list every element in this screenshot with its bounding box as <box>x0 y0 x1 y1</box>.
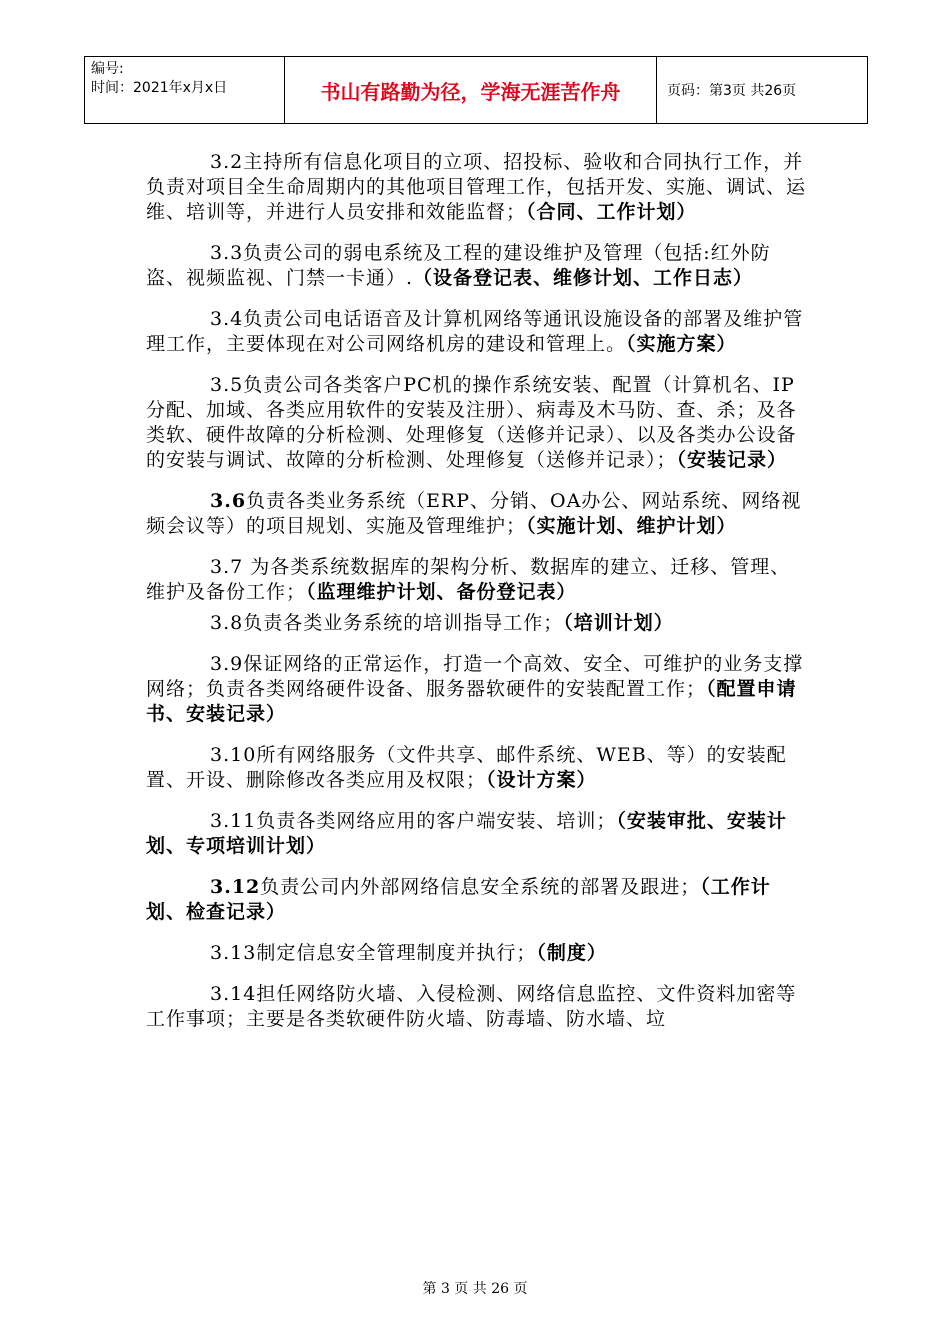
clause-note: （合同、工作计划） <box>526 201 697 223</box>
clause-number: 3.11 <box>210 810 257 832</box>
clause-text: 制定信息安全管理制度并执行； <box>256 942 537 964</box>
clause-text: 负责公司内外部网络信息安全系统的部署及跟进； <box>260 876 701 898</box>
clause-text: 担任网络防火墙、入侵检测、网络信息监控、文件资料加密等工作事项；主要是各类软硬件防火墙、防毒墙、防水墙、垃 <box>146 983 797 1030</box>
clause-paragraph <box>146 307 810 357</box>
clause-number: 3.10 <box>210 744 257 766</box>
header-page-info: 页码：第3页 共26页 <box>667 83 797 99</box>
clause-paragraph <box>146 743 810 793</box>
clause-text: 负责公司电话语音及计算机网络等通讯设施设备的部署及维护管理工作，主要体现在对公司网络机房的建设和管理上。 <box>146 308 804 355</box>
clause-note: （安装记录） <box>676 449 788 471</box>
clause-number: 3.13 <box>210 942 257 964</box>
clause-note: （配置申请书、安装记录） <box>146 678 797 725</box>
page-header <box>84 56 868 124</box>
clause-note: （设备登记表、维修计划、工作日志） <box>413 267 754 289</box>
clause-number: 3.4 <box>210 308 244 330</box>
page-footer: 第 3 页 共 26 页 <box>422 1281 528 1297</box>
clause-text: 保证网络的正常运作，打造一个高效、安全、可维护的业务支撑网络；负责各类网络硬件设备、服务器软硬件的安装配置工作； <box>146 653 804 700</box>
clause-paragraph <box>146 875 810 925</box>
clause-paragraph <box>146 150 810 225</box>
clause-paragraph <box>146 241 810 291</box>
number-label: 编号: <box>91 61 124 77</box>
clause-number: 3.9 <box>210 653 244 675</box>
clause-note: （培训计划） <box>563 612 674 634</box>
clause-number: 3.14 <box>210 983 257 1005</box>
clause-note: （设计方案） <box>486 769 597 791</box>
clause-number: 3.7 <box>210 556 244 578</box>
clause-paragraph <box>146 555 810 605</box>
clause-paragraph <box>146 982 810 1032</box>
document-body <box>146 150 810 1048</box>
clause-note: （安装审批、安装计划、专项培训计划） <box>146 810 787 857</box>
clause-text: 所有网络服务（文件共享、邮件系统、WEB、等）的安装配置、开设、删除修改各类应用及权限； <box>146 744 787 791</box>
time-label: 时间：2021年x月x日 <box>91 80 228 96</box>
clause-text: 负责各类业务系统（ERP、分销、OA办公、网站系统、网络视频会议等）的项目规划、实施及管理维护； <box>146 490 802 537</box>
clause-note: （实施方案） <box>626 333 737 355</box>
clause-text: 为各类系统数据库的架构分析、数据库的建立、迁移、管理、维护及备份工作； <box>146 556 791 603</box>
clause-number: 3.8 <box>210 612 244 634</box>
clause-paragraph <box>146 611 810 636</box>
clause-paragraph <box>146 373 810 473</box>
clause-note: （制度） <box>536 942 607 964</box>
clause-paragraph <box>146 941 810 966</box>
clause-number: 3.2 <box>210 151 244 173</box>
clause-paragraph <box>146 809 810 859</box>
clause-number: 3.5 <box>210 374 244 396</box>
header-meta <box>85 57 285 123</box>
clause-number: 3.3 <box>210 242 244 264</box>
clause-note: （工作计划、检查记录） <box>146 876 771 923</box>
clause-text: 负责各类业务系统的培训指导工作； <box>243 612 564 634</box>
clause-note: （实施计划、维护计划） <box>526 515 737 537</box>
clause-note: （监理维护计划、备份登记表） <box>306 581 577 603</box>
clause-text: 负责公司各类客户PC机的操作系统安装、配置（计算机名、IP分配、加域、各类应用软件的安装及注册）、病毒及木马防、查、杀；及各类软、硬件故障的分析检测、处理修复（送修并记录）、以及各类办公设备的安装与调试、故障的分析检测、处理修复（送修并记录）； <box>146 374 797 471</box>
clause-text: 负责各类网络应用的客户端安装、培训； <box>256 810 617 832</box>
clause-number: 3.6 <box>210 490 247 512</box>
clause-text: 主持所有信息化项目的立项、招投标、验收和合同执行工作，并负责对项目全生命周期内的其他项目管理工作，包括开发、实施、调试、运维、培训等，并进行人员安排和效能监督； <box>146 151 807 223</box>
clause-text: 负责公司的弱电系统及工程的建设维护及管理（包括:红外防盗、视频监视、门禁一卡通）. <box>146 242 771 289</box>
clause-paragraph <box>146 489 810 539</box>
clause-number: 3.12 <box>210 876 261 898</box>
header-motto: 书山有路勤为径，学海无涯苦作舟 <box>285 57 657 123</box>
clause-paragraph <box>146 652 810 727</box>
